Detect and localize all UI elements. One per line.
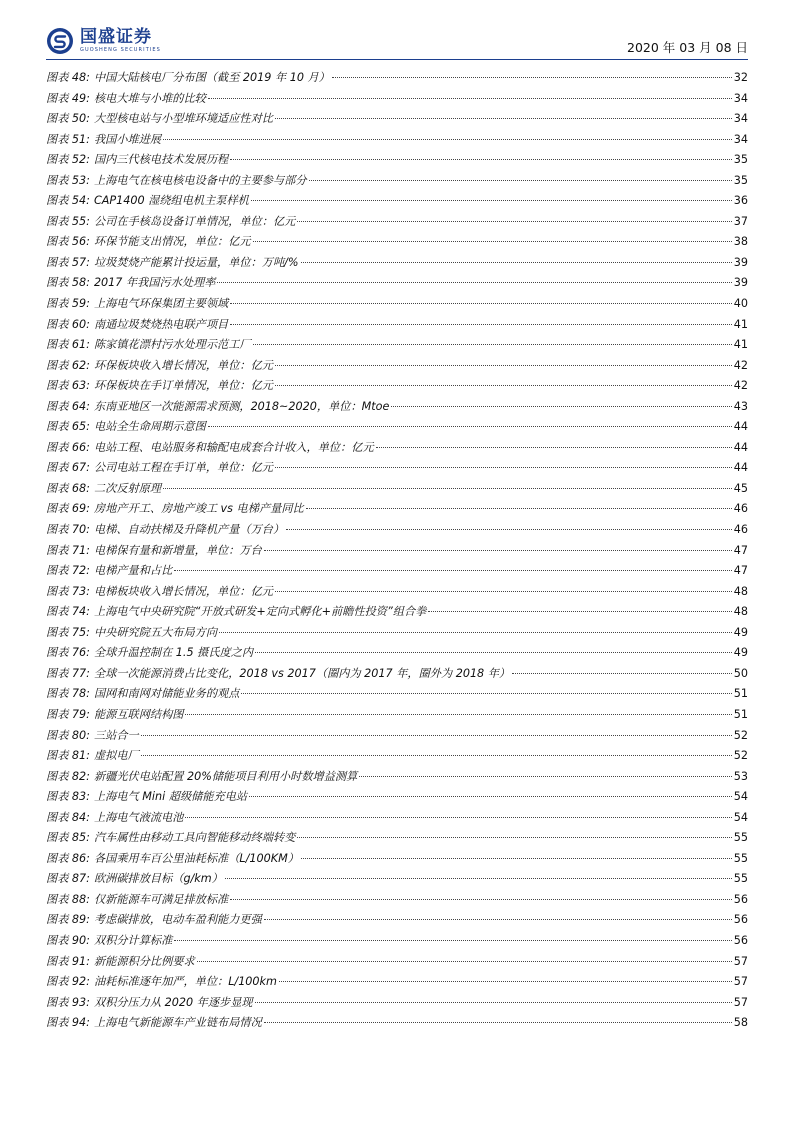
toc-entry[interactable] — [46, 376, 748, 397]
dot-leader — [301, 858, 732, 859]
toc-entry[interactable] — [46, 89, 748, 110]
toc-entry[interactable] — [46, 499, 748, 520]
figure-label: 图表 64: — [46, 399, 90, 413]
dot-leader — [275, 365, 732, 366]
toc-entry[interactable] — [46, 684, 748, 705]
toc-entry[interactable] — [46, 1013, 748, 1034]
page-number: 46 — [733, 523, 748, 537]
figure-label: 图表 60: — [46, 317, 90, 331]
figure-title: 上海电气在核电核电设备中的主要参与部分 — [93, 173, 307, 187]
figure-label: 图表 63: — [46, 379, 90, 393]
figure-title: 房地产开工、房地产竣工 vs 电梯产量同比 — [93, 502, 304, 516]
figure-title: 南通垃圾焚烧热电联产项目 — [93, 317, 229, 331]
dot-leader — [332, 77, 732, 78]
dot-leader — [275, 467, 732, 468]
toc-entry[interactable] — [46, 705, 748, 726]
dot-leader — [255, 652, 732, 653]
page-number: 52 — [733, 728, 748, 742]
figure-label: 图表 68: — [46, 481, 90, 495]
dot-leader — [217, 282, 731, 283]
figure-title: 欧洲碳排放目标（g/km） — [93, 872, 223, 886]
toc-entry[interactable] — [46, 294, 748, 315]
figure-label: 图表 49: — [46, 91, 90, 105]
page-number: 42 — [733, 358, 748, 372]
dot-leader — [376, 447, 732, 448]
logo-english-name: GUOSHENG SECURITIES — [80, 47, 161, 53]
dot-leader — [225, 878, 732, 879]
figure-label: 图表 59: — [46, 297, 90, 311]
page-number: 49 — [733, 646, 748, 660]
figure-title: 2017 年我国污水处理率 — [93, 276, 216, 290]
figure-label: 图表 69: — [46, 502, 90, 516]
figure-label: 图表 65: — [46, 420, 90, 434]
dot-leader — [264, 550, 732, 551]
company-logo — [46, 26, 161, 56]
toc-entry[interactable] — [46, 130, 748, 151]
figure-label: 图表 79: — [46, 707, 90, 721]
page-number: 57 — [733, 995, 748, 1009]
toc-entry[interactable] — [46, 191, 748, 212]
page-number: 35 — [733, 153, 748, 167]
header-divider — [46, 59, 748, 60]
figure-title: 上海电气新能源车产业链布局情况 — [93, 1016, 262, 1030]
dot-leader — [512, 673, 732, 674]
dot-leader — [286, 529, 732, 530]
dot-leader — [219, 632, 732, 633]
figure-title: 各国乘用车百公里油耗标准（L/100KM） — [93, 851, 299, 865]
toc-entry[interactable] — [46, 253, 748, 274]
dot-leader — [253, 241, 732, 242]
toc-entry[interactable] — [46, 993, 748, 1014]
figure-label: 图表 61: — [46, 338, 90, 352]
figure-title: 我国小堆进展 — [93, 132, 162, 146]
page-number: 43 — [733, 399, 748, 413]
figure-label: 图表 78: — [46, 687, 90, 701]
figure-title: 东南亚地区一次能源需求预测，2018~2020，单位：Mtoe — [93, 399, 390, 413]
toc-entry[interactable] — [46, 808, 748, 829]
figure-title: 电梯产量和占比 — [93, 564, 173, 578]
page-number: 41 — [733, 317, 748, 331]
page-number: 55 — [733, 872, 748, 886]
figure-label: 图表 74: — [46, 605, 90, 619]
toc-entry[interactable] — [46, 746, 748, 767]
figure-label: 图表 85: — [46, 831, 90, 845]
toc-entry[interactable] — [46, 273, 748, 294]
figure-title: 中央研究院五大布局方向 — [93, 625, 218, 639]
page-number: 39 — [733, 255, 748, 269]
page-number: 41 — [733, 338, 748, 352]
page-number: 56 — [733, 933, 748, 947]
figure-title: 公司电站工程在手订单，单位：亿元 — [93, 461, 273, 475]
toc-entry[interactable] — [46, 664, 748, 685]
toc-entry[interactable] — [46, 417, 748, 438]
figure-label: 图表 77: — [46, 666, 90, 680]
toc-entry[interactable] — [46, 458, 748, 479]
page-number: 44 — [733, 420, 748, 434]
figure-title: 电梯、自动扶梯及升降机产量（万台） — [93, 523, 285, 537]
toc-entry[interactable] — [46, 68, 748, 89]
dot-leader — [391, 406, 731, 407]
toc-entry[interactable] — [46, 849, 748, 870]
figure-title: 上海电气液流电池 — [93, 810, 184, 824]
figure-label: 图表 66: — [46, 440, 90, 454]
toc-entry[interactable] — [46, 972, 748, 993]
figure-title: 新疆光伏电站配置 20%储能项目利用小时数增益测算 — [93, 769, 358, 783]
report-date: 2020 年 03 月 08 日 — [627, 40, 748, 55]
figure-label: 图表 81: — [46, 749, 90, 763]
figure-title: 大型核电站与小型堆环境适应性对比 — [93, 112, 273, 126]
toc-entry[interactable] — [46, 315, 748, 336]
figure-label: 图表 93: — [46, 995, 90, 1009]
dot-leader — [297, 221, 731, 222]
page-number: 48 — [733, 605, 748, 619]
page-number: 55 — [733, 831, 748, 845]
figure-title: 环保板块在手订单情况，单位：亿元 — [93, 379, 273, 393]
dot-leader — [275, 591, 732, 592]
page-number: 38 — [733, 235, 748, 249]
figure-title: 上海电气中央研究院“开放式研发+定向式孵化+前瞻性投资”组合拳 — [93, 605, 427, 619]
dot-leader — [230, 324, 732, 325]
dot-leader — [275, 385, 732, 386]
figure-title: 电梯保有量和新增量，单位：万台 — [93, 543, 262, 557]
dot-leader — [230, 303, 732, 304]
toc-entry[interactable] — [46, 869, 748, 890]
figure-title: 上海电气环保集团主要领域 — [93, 297, 229, 311]
figure-list — [46, 68, 748, 1034]
figure-title: 国内三代核电技术发展历程 — [93, 153, 229, 167]
page-number: 57 — [733, 975, 748, 989]
page-number: 50 — [733, 666, 748, 680]
figure-label: 图表 86: — [46, 851, 90, 865]
figure-title: 垃圾焚烧产能累计投运量，单位：万吨/% — [93, 255, 299, 269]
figure-title: 电站工程、电站服务和输配电成套合计收入，单位：亿元 — [93, 440, 374, 454]
page-number: 51 — [733, 687, 748, 701]
figure-label: 图表 58: — [46, 276, 90, 290]
figure-label: 图表 56: — [46, 235, 90, 249]
toc-entry[interactable] — [46, 952, 748, 973]
page-number: 57 — [733, 954, 748, 968]
page-number: 56 — [733, 913, 748, 927]
figure-label: 图表 80: — [46, 728, 90, 742]
dot-leader — [301, 262, 732, 263]
figure-label: 图表 91: — [46, 954, 90, 968]
dot-leader — [264, 919, 732, 920]
figure-title: 全球升温控制在 1.5 摄氏度之内 — [93, 646, 254, 660]
dot-leader — [306, 508, 732, 509]
page-number: 34 — [733, 112, 748, 126]
figure-label: 图表 92: — [46, 975, 90, 989]
page-number: 39 — [733, 276, 748, 290]
page-number: 46 — [733, 502, 748, 516]
dot-leader — [208, 426, 732, 427]
figure-title: 能源互联网结构图 — [93, 707, 184, 721]
dot-leader — [163, 139, 732, 140]
figure-title: 汽车属性由移动工具向智能移动终端转变 — [93, 831, 296, 845]
page-number: 47 — [733, 564, 748, 578]
guosheng-logo-icon — [46, 27, 74, 55]
figure-title: 环保节能支出情况，单位：亿元 — [93, 235, 251, 249]
page-number: 32 — [733, 71, 748, 84]
toc-entry[interactable] — [46, 356, 748, 377]
page-number: 44 — [733, 461, 748, 475]
toc-entry[interactable] — [46, 232, 748, 253]
figure-title: 上海电气 Mini 超级储能充电站 — [93, 790, 248, 804]
toc-entry[interactable] — [46, 726, 748, 747]
dot-leader — [230, 159, 732, 160]
dot-leader — [163, 488, 732, 489]
page-number: 54 — [733, 810, 748, 824]
dot-leader — [255, 1002, 732, 1003]
figure-title: 国网和南网对储能业务的观点 — [93, 687, 240, 701]
figure-title: 中国大陆核电厂分布图（截至 2019 年 10 月） — [93, 71, 330, 84]
dot-leader — [174, 940, 731, 941]
figure-title: 双积分压力从 2020 年逐步显现 — [93, 995, 253, 1009]
page-number: 54 — [733, 790, 748, 804]
page-number: 48 — [733, 584, 748, 598]
figure-label: 图表 48: — [46, 71, 90, 84]
dot-leader — [230, 899, 732, 900]
figure-title: 油耗标准逐年加严，单位：L/100km — [93, 975, 277, 989]
figure-label: 图表 89: — [46, 913, 90, 927]
page-number: 52 — [733, 749, 748, 763]
figure-label: 图表 54: — [46, 194, 90, 208]
page-number: 40 — [733, 297, 748, 311]
figure-label: 图表 83: — [46, 790, 90, 804]
figure-title: CAP1400 湿绕组电机主泵样机 — [93, 194, 249, 208]
dot-leader — [208, 98, 732, 99]
dot-leader — [428, 611, 731, 612]
figure-label: 图表 52: — [46, 153, 90, 167]
dot-leader — [185, 714, 731, 715]
figure-label: 图表 75: — [46, 625, 90, 639]
page-number: 36 — [733, 194, 748, 208]
toc-entry[interactable] — [46, 561, 748, 582]
toc-entry[interactable] — [46, 520, 748, 541]
logo-text — [80, 29, 161, 53]
figure-label: 图表 73: — [46, 584, 90, 598]
toc-entry[interactable] — [46, 931, 748, 952]
page-number: 37 — [733, 214, 748, 228]
figure-label: 图表 84: — [46, 810, 90, 824]
toc-entry[interactable] — [46, 767, 748, 788]
dot-leader — [359, 776, 731, 777]
figure-label: 图表 62: — [46, 358, 90, 372]
page-number: 55 — [733, 851, 748, 865]
figure-title: 双积分计算标准 — [93, 933, 173, 947]
page-number: 34 — [733, 91, 748, 105]
dot-leader — [253, 344, 732, 345]
toc-entry[interactable] — [46, 109, 748, 130]
page-number: 45 — [733, 481, 748, 495]
toc-entry[interactable] — [46, 541, 748, 562]
toc-entry[interactable] — [46, 171, 748, 192]
figure-title: 电站全生命周期示意图 — [93, 420, 206, 434]
page-number: 35 — [733, 173, 748, 187]
dot-leader — [185, 817, 731, 818]
figure-label: 图表 50: — [46, 112, 90, 126]
dot-leader — [251, 200, 732, 201]
figure-label: 图表 71: — [46, 543, 90, 557]
page-number: 44 — [733, 440, 748, 454]
figure-label: 图表 70: — [46, 523, 90, 537]
toc-entry[interactable] — [46, 602, 748, 623]
toc-entry[interactable] — [46, 438, 748, 459]
figure-title: 环保板块收入增长情况，单位：亿元 — [93, 358, 273, 372]
figure-title: 陈家镇花漂村污水处理示范工厂 — [93, 338, 251, 352]
dot-leader — [241, 693, 731, 694]
figure-title: 新能源积分比例要求 — [93, 954, 195, 968]
toc-entry[interactable] — [46, 479, 748, 500]
figure-label: 图表 87: — [46, 872, 90, 886]
figure-label: 图表 90: — [46, 933, 90, 947]
toc-entry[interactable] — [46, 335, 748, 356]
dot-leader — [275, 118, 732, 119]
page-header — [46, 22, 748, 58]
toc-entry[interactable] — [46, 643, 748, 664]
toc-entry[interactable] — [46, 150, 748, 171]
toc-entry[interactable] — [46, 582, 748, 603]
toc-entry[interactable] — [46, 623, 748, 644]
dot-leader — [174, 570, 731, 571]
figure-title: 全球一次能源消费占比变化，2018 vs 2017（圈内为 2017 年，圈外为 2018 年） — [93, 666, 511, 680]
page-number: 34 — [733, 132, 748, 146]
figure-label: 图表 51: — [46, 132, 90, 146]
dot-leader — [279, 981, 732, 982]
toc-entry[interactable] — [46, 828, 748, 849]
toc-entry[interactable] — [46, 910, 748, 931]
dot-leader — [297, 837, 731, 838]
page-number: 47 — [733, 543, 748, 557]
logo-chinese-name: 国盛证券 — [80, 27, 152, 47]
toc-entry[interactable] — [46, 397, 748, 418]
figure-title: 虚拟电厂 — [93, 749, 139, 763]
figure-label: 图表 57: — [46, 255, 90, 269]
figure-title: 核电大堆与小堆的比较 — [93, 91, 206, 105]
dot-leader — [197, 961, 732, 962]
dot-leader — [141, 755, 732, 756]
page-number: 42 — [733, 379, 748, 393]
page-number: 49 — [733, 625, 748, 639]
page-number: 53 — [733, 769, 748, 783]
figure-label: 图表 82: — [46, 769, 90, 783]
figure-title: 考虑碳排放，电动车盈利能力更强 — [93, 913, 262, 927]
figure-label: 图表 53: — [46, 173, 90, 187]
toc-entry[interactable] — [46, 787, 748, 808]
figure-label: 图表 55: — [46, 214, 90, 228]
toc-entry[interactable] — [46, 212, 748, 233]
figure-title: 电梯板块收入增长情况，单位：亿元 — [93, 584, 273, 598]
page-number: 56 — [733, 892, 748, 906]
page-number: 51 — [733, 707, 748, 721]
dot-leader — [264, 1022, 732, 1023]
dot-leader — [141, 735, 732, 736]
figure-title: 公司在手核岛设备订单情况，单位：亿元 — [93, 214, 296, 228]
dot-leader — [249, 796, 732, 797]
figure-title: 仅新能源车可满足排放标准 — [93, 892, 229, 906]
page-number: 58 — [733, 1016, 748, 1030]
figure-label: 图表 67: — [46, 461, 90, 475]
figure-label: 图表 94: — [46, 1016, 90, 1030]
dot-leader — [309, 180, 732, 181]
figure-label: 图表 76: — [46, 646, 90, 660]
figure-label: 图表 88: — [46, 892, 90, 906]
toc-entry[interactable] — [46, 890, 748, 911]
figure-label: 图表 72: — [46, 564, 90, 578]
figure-title: 二次反射原理 — [93, 481, 162, 495]
figure-title: 三站合一 — [93, 728, 139, 742]
